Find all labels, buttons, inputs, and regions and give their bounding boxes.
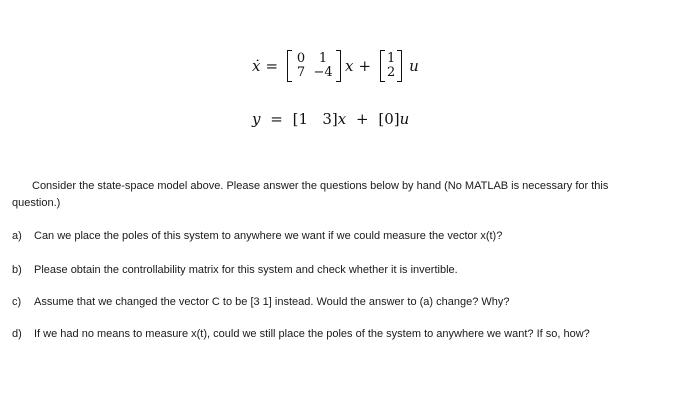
intro-line: Consider the state-space model above. Please answer the questions below by hand (No MATLAB is necessary for this bbox=[32, 180, 609, 192]
matrix-a-entry: 1 bbox=[318, 51, 328, 66]
question-a bbox=[12, 230, 698, 242]
question-text: Assume that we changed the vector C to be [3 1] instead. Would the answer to (a) change? Why? bbox=[34, 296, 510, 308]
matrix-a bbox=[283, 50, 345, 82]
plus-sign: + bbox=[358, 57, 372, 75]
matrix-b bbox=[376, 50, 406, 82]
question-text: If we had no means to measure x(t), could we still place the poles of the system to anywhere we want? If so, how? bbox=[34, 328, 590, 340]
matrix-a-entry: −4 bbox=[313, 65, 333, 80]
equals-sign: = bbox=[270, 110, 283, 128]
matrix-d: [0] bbox=[378, 110, 400, 128]
input-symbol: u bbox=[399, 110, 410, 128]
question-c bbox=[12, 296, 698, 308]
equals-sign: = bbox=[265, 57, 279, 75]
question-label: a) bbox=[12, 230, 22, 242]
question-d bbox=[12, 328, 698, 340]
state-equation bbox=[252, 46, 419, 86]
question-label: b) bbox=[12, 264, 22, 276]
matrix-a-entry: 0 bbox=[296, 51, 306, 66]
state-vector-symbol: x bbox=[345, 57, 354, 75]
question-text: Please obtain the controllability matrix for this system and check whether it is invertible. bbox=[34, 264, 458, 276]
state-derivative-symbol: ẋ bbox=[252, 57, 261, 75]
state-vector-symbol: x bbox=[337, 110, 347, 128]
output-symbol: y bbox=[252, 110, 261, 128]
intro-paragraph bbox=[12, 178, 698, 212]
matrix-b-entry: 1 bbox=[386, 51, 396, 66]
output-equation bbox=[252, 110, 409, 128]
question-text: Can we place the poles of this system to anywhere we want if we could measure the vector x(t)? bbox=[34, 230, 503, 242]
question-b bbox=[12, 264, 698, 276]
plus-sign: + bbox=[355, 110, 369, 128]
question-label: d) bbox=[12, 328, 22, 340]
input-symbol: u bbox=[409, 57, 419, 75]
matrix-b-entry: 2 bbox=[386, 65, 396, 80]
matrix-c: [1 3] bbox=[292, 110, 338, 128]
intro-line: question.) bbox=[12, 197, 61, 209]
question-label: c) bbox=[12, 296, 22, 308]
matrix-a-entry: 7 bbox=[296, 65, 306, 80]
